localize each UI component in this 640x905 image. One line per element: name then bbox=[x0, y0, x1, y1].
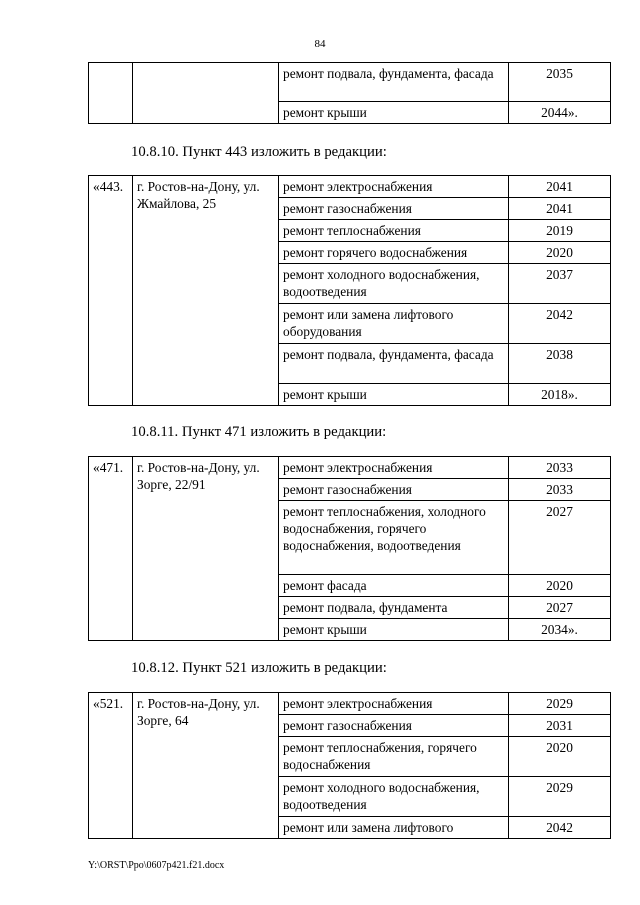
year-cell: 2044». bbox=[509, 102, 611, 124]
work-cell: ремонт холодного водоснабжения, водоотведения bbox=[279, 777, 509, 817]
year-cell: 2038 bbox=[509, 344, 611, 384]
address-cell: г. Ростов-на-Дону, ул. Зорге, 64 bbox=[133, 693, 279, 839]
work-cell: ремонт теплоснабжения bbox=[279, 220, 509, 242]
year-cell: 2042 bbox=[509, 304, 611, 344]
year-cell: 2029 bbox=[509, 777, 611, 817]
table-row bbox=[89, 693, 611, 715]
work-cell: ремонт подвала, фундамента, фасада bbox=[279, 63, 509, 102]
year-cell: 2031 bbox=[509, 715, 611, 737]
item-number-cell: «443. bbox=[89, 176, 133, 406]
year-cell: 2035 bbox=[509, 63, 611, 102]
year-cell: 2041 bbox=[509, 198, 611, 220]
address-cell bbox=[133, 63, 279, 124]
year-cell: 2018». bbox=[509, 384, 611, 406]
work-cell: ремонт электроснабжения bbox=[279, 457, 509, 479]
work-cell: ремонт крыши bbox=[279, 384, 509, 406]
work-cell: ремонт электроснабжения bbox=[279, 693, 509, 715]
table-item-521 bbox=[88, 692, 611, 839]
year-cell: 2027 bbox=[509, 597, 611, 619]
section-heading: 10.8.12. Пункт 521 изложить в редакции: bbox=[131, 660, 387, 676]
address-cell: г. Ростов-на-Дону, ул. Жмайлова, 25 bbox=[133, 176, 279, 406]
address-cell: г. Ростов-на-Дону, ул. Зорге, 22/91 bbox=[133, 457, 279, 641]
year-cell: 2020 bbox=[509, 575, 611, 597]
table-row bbox=[89, 63, 611, 102]
year-cell: 2041 bbox=[509, 176, 611, 198]
year-cell: 2037 bbox=[509, 264, 611, 304]
year-cell: 2034». bbox=[509, 619, 611, 641]
work-cell: ремонт крыши bbox=[279, 619, 509, 641]
work-cell: ремонт фасада bbox=[279, 575, 509, 597]
work-cell: ремонт или замена лифтового bbox=[279, 817, 509, 839]
work-cell: ремонт электроснабжения bbox=[279, 176, 509, 198]
file-path-footer: Y:\ORST\Ppo\0607p421.f21.docx bbox=[88, 860, 225, 871]
year-cell: 2029 bbox=[509, 693, 611, 715]
item-number-cell: «471. bbox=[89, 457, 133, 641]
work-cell: ремонт газоснабжения bbox=[279, 198, 509, 220]
work-cell: ремонт или замена лифтового оборудования bbox=[279, 304, 509, 344]
table-row bbox=[89, 457, 611, 479]
section-heading: 10.8.11. Пункт 471 изложить в редакции: bbox=[131, 424, 387, 440]
work-cell: ремонт газоснабжения bbox=[279, 715, 509, 737]
item-number-cell: «521. bbox=[89, 693, 133, 839]
year-cell: 2020 bbox=[509, 737, 611, 777]
year-cell: 2033 bbox=[509, 457, 611, 479]
work-cell: ремонт крыши bbox=[279, 102, 509, 124]
table-item-471 bbox=[88, 456, 611, 641]
work-cell: ремонт газоснабжения bbox=[279, 479, 509, 501]
year-cell: 2042 bbox=[509, 817, 611, 839]
work-cell: ремонт горячего водоснабжения bbox=[279, 242, 509, 264]
year-cell: 2020 bbox=[509, 242, 611, 264]
work-cell: ремонт теплоснабжения, холодного водоснабжения, горячего водоснабжения, водоотведения bbox=[279, 501, 509, 575]
work-cell: ремонт подвала, фундамента, фасада bbox=[279, 344, 509, 384]
table-row bbox=[89, 176, 611, 198]
work-cell: ремонт холодного водоснабжения, водоотведения bbox=[279, 264, 509, 304]
year-cell: 2019 bbox=[509, 220, 611, 242]
work-cell: ремонт подвала, фундамента bbox=[279, 597, 509, 619]
item-number-cell bbox=[89, 63, 133, 124]
table-continuation bbox=[88, 62, 611, 124]
work-cell: ремонт теплоснабжения, горячего водоснабжения bbox=[279, 737, 509, 777]
table-item-443 bbox=[88, 175, 611, 406]
year-cell: 2033 bbox=[509, 479, 611, 501]
page-number: 84 bbox=[314, 38, 326, 50]
section-heading: 10.8.10. Пункт 443 изложить в редакции: bbox=[131, 144, 387, 160]
year-cell: 2027 bbox=[509, 501, 611, 575]
